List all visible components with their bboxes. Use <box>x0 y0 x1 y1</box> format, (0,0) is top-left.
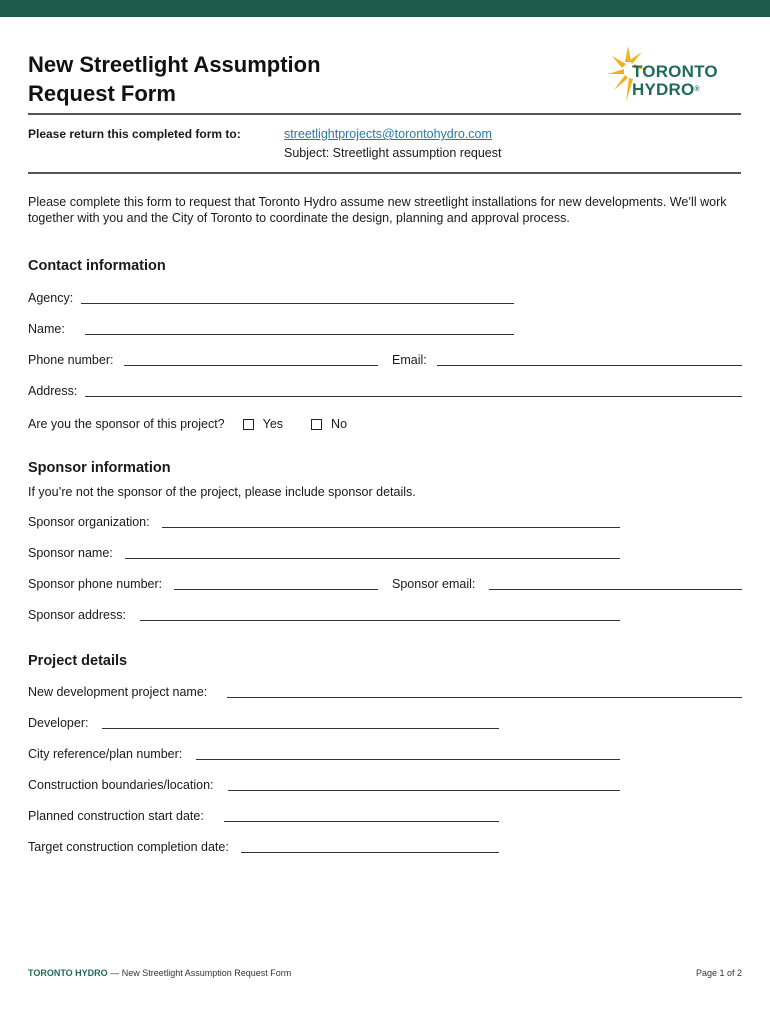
logo-line-2: HYDRO® <box>632 80 700 99</box>
return-divider <box>28 172 741 174</box>
phone-input[interactable] <box>124 365 378 366</box>
sponsor-heading: Sponsor information <box>28 460 171 476</box>
sponsor-name-label: Sponsor name: <box>28 546 113 560</box>
sponsor-note: If you’re not the sponsor of the project, please include sponsor details. <box>28 485 416 499</box>
logo-line-1: TORONTO <box>632 62 718 81</box>
project-name-input[interactable] <box>227 697 742 698</box>
project-name-field <box>28 682 742 702</box>
return-subject: Subject: Streetlight assumption request <box>284 146 502 160</box>
project-name-label: New development project name: <box>28 685 208 699</box>
completion-date-label: Target construction completion date: <box>28 840 229 854</box>
sponsor-email-label: Sponsor email: <box>392 577 476 591</box>
address-field <box>28 381 742 401</box>
return-label: Please return this completed form to: <box>28 127 241 141</box>
agency-input[interactable] <box>81 303 514 304</box>
sponsor-email-input[interactable] <box>489 589 742 590</box>
footer-brand: TORONTO HYDRO <box>28 968 108 978</box>
phone-label: Phone number: <box>28 353 114 367</box>
sponsor-email-field <box>392 574 742 594</box>
email-field <box>392 350 742 370</box>
sponsor-phone-label: Sponsor phone number: <box>28 577 163 591</box>
title-line-2: Request Form <box>28 81 176 106</box>
start-date-input[interactable] <box>224 821 499 822</box>
sponsor-name-input[interactable] <box>125 558 620 559</box>
yes-label: Yes <box>262 417 284 431</box>
city-ref-field <box>28 744 620 764</box>
sponsor-phone-input[interactable] <box>174 589 378 590</box>
sponsor-address-input[interactable] <box>140 620 620 621</box>
yes-checkbox[interactable] <box>243 419 254 430</box>
completion-date-input[interactable] <box>241 852 499 853</box>
developer-input[interactable] <box>102 728 499 729</box>
email-input[interactable] <box>437 365 742 366</box>
sponsor-no-option[interactable] <box>311 417 347 431</box>
sponsor-yes-option[interactable] <box>243 417 283 431</box>
no-checkbox[interactable] <box>311 419 322 430</box>
city-ref-input[interactable] <box>196 759 620 760</box>
page-title <box>28 50 448 108</box>
agency-field <box>28 288 514 308</box>
developer-field <box>28 713 499 733</box>
page-number: Page 1 of 2 <box>695 968 742 978</box>
top-bar <box>0 0 770 17</box>
contact-heading: Contact information <box>28 258 166 274</box>
address-input[interactable] <box>85 396 742 397</box>
sponsor-address-field <box>28 605 620 625</box>
name-label: Name: <box>28 322 65 336</box>
boundaries-label: Construction boundaries/location: <box>28 778 214 792</box>
no-label: No <box>331 417 348 431</box>
header-divider <box>28 113 741 115</box>
city-ref-label: City reference/plan number: <box>28 747 183 761</box>
sponsor-question-row <box>28 414 347 434</box>
sponsor-organization-input[interactable] <box>162 527 620 528</box>
title-line-1: New Streetlight Assumption <box>28 52 321 77</box>
name-input[interactable] <box>85 334 514 335</box>
intro-paragraph: Please complete this form to request that Toronto Hydro assume new streetlight installations for new developments. We’ll work together with you and the City of Toronto to coordinate the design, planning and approval process. <box>28 195 727 225</box>
phone-field <box>28 350 378 370</box>
sponsor-question-label: Are you the sponsor of this project? <box>28 417 225 431</box>
sponsor-name-field <box>28 543 620 563</box>
start-date-label: Planned construction start date: <box>28 809 204 823</box>
logo-wordmark <box>632 63 718 99</box>
return-email-link[interactable]: streetlightprojects@torontohydro.com <box>284 127 492 141</box>
name-field <box>28 319 514 339</box>
sponsor-organization-field <box>28 512 620 532</box>
developer-label: Developer: <box>28 716 89 730</box>
footer-form-name: — New Streetlight Assumption Request Form <box>107 968 292 978</box>
start-date-field <box>28 806 499 826</box>
boundaries-input[interactable] <box>228 790 620 791</box>
sponsor-address-label: Sponsor address: <box>28 608 126 622</box>
email-label: Email: <box>392 353 427 367</box>
address-label: Address: <box>28 384 78 398</box>
completion-date-field <box>28 837 499 857</box>
sponsor-organization-label: Sponsor organization: <box>28 515 150 529</box>
agency-label: Agency: <box>28 291 74 305</box>
footer-text <box>28 968 291 978</box>
sponsor-phone-field <box>28 574 378 594</box>
project-heading: Project details <box>28 653 128 669</box>
boundaries-field <box>28 775 620 795</box>
